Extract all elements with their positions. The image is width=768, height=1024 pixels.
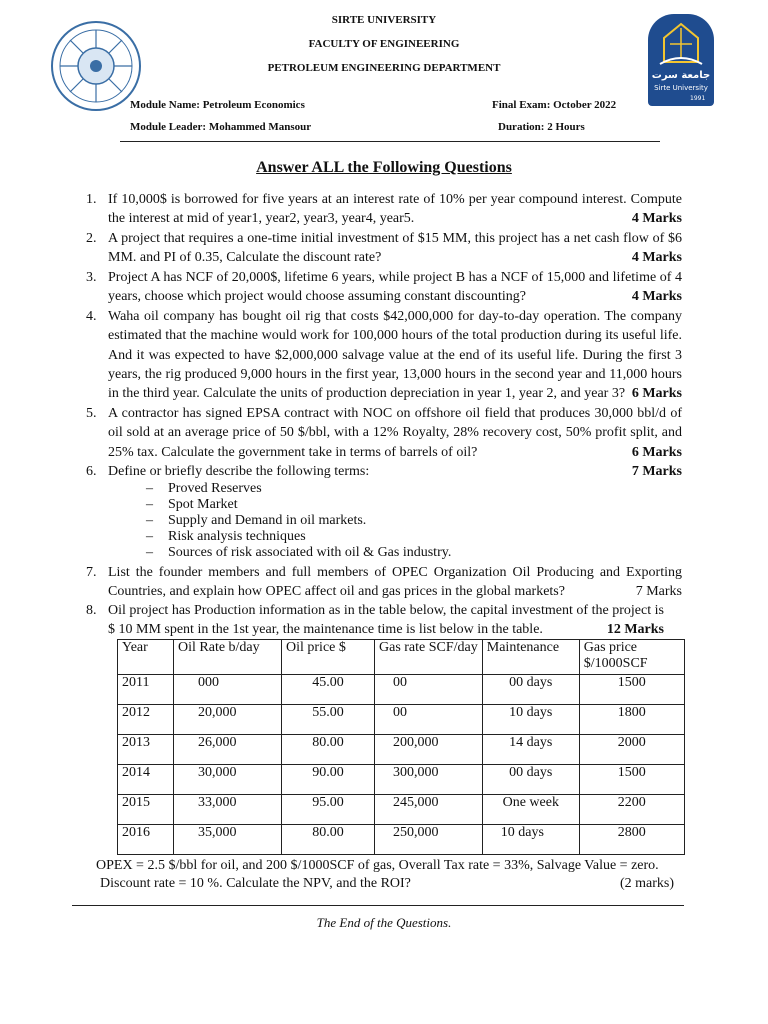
footer-marks: (2 marks) — [620, 876, 675, 891]
list-item: – Proved Reserves — [146, 481, 451, 497]
table-cell: 10 days — [482, 705, 579, 735]
question-text: List the founder members and full members of OPEC Organization Oil Producing and Exporting Countries, and explain how OPEC affect oil and gas prices in the global markets? — [108, 565, 682, 600]
question-text: Oil project has Production information as in the table below, the capital investment of the project is $ 10 MM spent in the 1st year, the maintenance time is list below in the table. — [108, 603, 664, 638]
table-cell: 2000 — [579, 735, 684, 765]
table-header-cell: Gas price $/1000SCF — [579, 640, 684, 675]
end-text: The End of the Questions. — [316, 915, 452, 930]
table-header-cell: Gas rate SCF/day — [375, 640, 483, 675]
table-cell: 26,000 — [174, 735, 282, 765]
table-cell: 200,000 — [375, 735, 483, 765]
faculty-name: FACULTY OF ENGINEERING — [308, 38, 460, 50]
table-header-cell: Oil price $ — [282, 640, 375, 675]
table-cell: 14 days — [482, 735, 579, 765]
question-marks: 6 Marks — [631, 386, 682, 402]
table-cell: 00 — [375, 705, 483, 735]
table-row — [118, 825, 685, 855]
table-cell: 80.00 — [282, 825, 375, 855]
footer-note-opex: OPEX = 2.5 $/bbl for oil, and 200 $/1000SCF of gas, Overall Tax rate = 33%, Salvage Value = zero. — [96, 858, 659, 873]
table-cell: 55.00 — [282, 705, 375, 735]
table-cell: 1500 — [579, 675, 684, 705]
list-item: – Supply and Demand in oil markets. — [146, 513, 451, 529]
table-cell: 00 days — [482, 765, 579, 795]
table-header-cell: Maintenance — [482, 640, 579, 675]
table-cell: 250,000 — [375, 825, 483, 855]
list-item: – Risk analysis techniques — [146, 529, 451, 545]
table-row — [118, 795, 685, 825]
question-marks: 4 Marks — [631, 211, 682, 227]
table-row — [118, 765, 685, 795]
question-5 — [86, 404, 682, 462]
footer-divider — [72, 905, 684, 906]
department-name: PETROLEUM ENGINEERING DEPARTMENT — [267, 62, 501, 74]
list-item: – Spot Market — [146, 497, 451, 513]
question-number: 4. — [86, 309, 97, 324]
question-6 — [86, 462, 682, 481]
table-row — [118, 675, 685, 705]
question-marks: 4 Marks — [631, 289, 682, 305]
exam-duration: Duration: 2 Hours — [498, 121, 585, 133]
table-cell: 00 — [375, 675, 483, 705]
university-name: SIRTE UNIVERSITY — [331, 14, 437, 26]
table-cell: 2013 — [118, 735, 174, 765]
table-cell: 35,000 — [174, 825, 282, 855]
table-cell: 2011 — [118, 675, 174, 705]
question-2 — [86, 229, 682, 268]
table-cell: 10 days — [482, 825, 579, 855]
question-text: If 10,000$ is borrowed for five years at an interest rate of 10% per year compound interest. Compute the interest at mid of year1, year2, year3, year4, year5. — [108, 192, 682, 227]
exam-date: Final Exam: October 2022 — [492, 99, 617, 111]
question-8 — [86, 601, 664, 640]
table-cell: 2015 — [118, 795, 174, 825]
question-7 — [86, 563, 682, 602]
question-number: 7. — [86, 565, 97, 580]
logo-year: 1991 — [690, 95, 706, 102]
question-marks: 7 Marks — [631, 464, 682, 479]
logo-english-text: Sirte University — [654, 84, 708, 92]
table-cell: 2014 — [118, 765, 174, 795]
question-number: 3. — [86, 270, 97, 285]
question-marks: 12 Marks — [606, 622, 664, 638]
table-cell: 2800 — [579, 825, 684, 855]
table-cell: 00 days — [482, 675, 579, 705]
table-header-cell: Oil Rate b/day — [174, 640, 282, 675]
table-cell: 80.00 — [282, 735, 375, 765]
footer-note-discount: Discount rate = 10 %. Calculate the NPV, and the ROI? — [100, 876, 411, 891]
question-text: A project that requires a one-time initial investment of $15 MM, this project has a net cash flow of $6 MM. and PI of 0.35, Calculate the discount rate? — [108, 231, 682, 266]
module-name: Module Name: Petroleum Economics — [130, 99, 305, 111]
table-cell: One week — [482, 795, 579, 825]
table-cell: 1500 — [579, 765, 684, 795]
question-text: Project A has NCF of 20,000$, lifetime 6 years, while project B has a NCF of 15,000 and lifetime of 4 years, choose which project would choose assuming constant discounting? — [108, 270, 682, 305]
question-number: 2. — [86, 231, 97, 246]
question-number: 8. — [86, 603, 97, 618]
table-cell: 95.00 — [282, 795, 375, 825]
table-cell: 33,000 — [174, 795, 282, 825]
university-logo — [648, 14, 714, 106]
table-cell: 45.00 — [282, 675, 375, 705]
production-table — [117, 639, 685, 855]
page-title: Answer ALL the Following Questions — [256, 159, 512, 176]
module-leader: Module Leader: Mohammed Mansour — [130, 121, 312, 133]
table-cell: 90.00 — [282, 765, 375, 795]
logo-arabic-text: جامعة سرت — [651, 70, 711, 81]
table-cell: 20,000 — [174, 705, 282, 735]
question-3 — [86, 268, 682, 307]
terms-list — [146, 481, 451, 561]
question-text: A contractor has signed EPSA contract with NOC on offshore oil field that produces 30,000 bbl/d of oil sold at an average price of 50 $/bbl, with a 12% Royalty, 28% recovery cost, 50% profit split, and 25% tax. Calculate the government take in terms of barrels of oil? — [108, 406, 682, 460]
table-cell: 30,000 — [174, 765, 282, 795]
table-cell: 300,000 — [375, 765, 483, 795]
table-cell: 2012 — [118, 705, 174, 735]
table-header-cell: Year — [118, 640, 174, 675]
question-marks: 4 Marks — [631, 250, 682, 266]
table-cell: 245,000 — [375, 795, 483, 825]
question-number: 5. — [86, 406, 97, 421]
question-text: Define or briefly describe the following terms: — [108, 464, 370, 479]
question-number: 6. — [86, 464, 97, 479]
table-header-row — [118, 640, 685, 675]
table-cell: 2200 — [579, 795, 684, 825]
header-divider — [120, 141, 660, 142]
question-marks: 7 Marks — [635, 584, 682, 600]
table-row — [118, 705, 685, 735]
table-cell: 1800 — [579, 705, 684, 735]
question-marks: 6 Marks — [631, 444, 682, 460]
question-text: Waha oil company has bought oil rig that costs $42,000,000 for day-to-day operation. The company estimated that the machine would work for 100,000 hours of the total production during its useful life. And it was expected to have $2,000,000 salvage value at the end of its useful life. During the first 3 years, the rig produced 9,000 hours in the first year, 13,000 hours in the second year and 11,000 hours in the third year. Calculate the units of production depreciation in year 1, year 2, and year 3? — [108, 309, 682, 402]
table-cell: 000 — [174, 675, 282, 705]
question-number: 1. — [86, 192, 97, 207]
table-cell: 2016 — [118, 825, 174, 855]
question-4 — [86, 307, 682, 403]
list-item: – Sources of risk associated with oil & Gas industry. — [146, 545, 451, 561]
question-1 — [86, 190, 682, 229]
table-row — [118, 735, 685, 765]
